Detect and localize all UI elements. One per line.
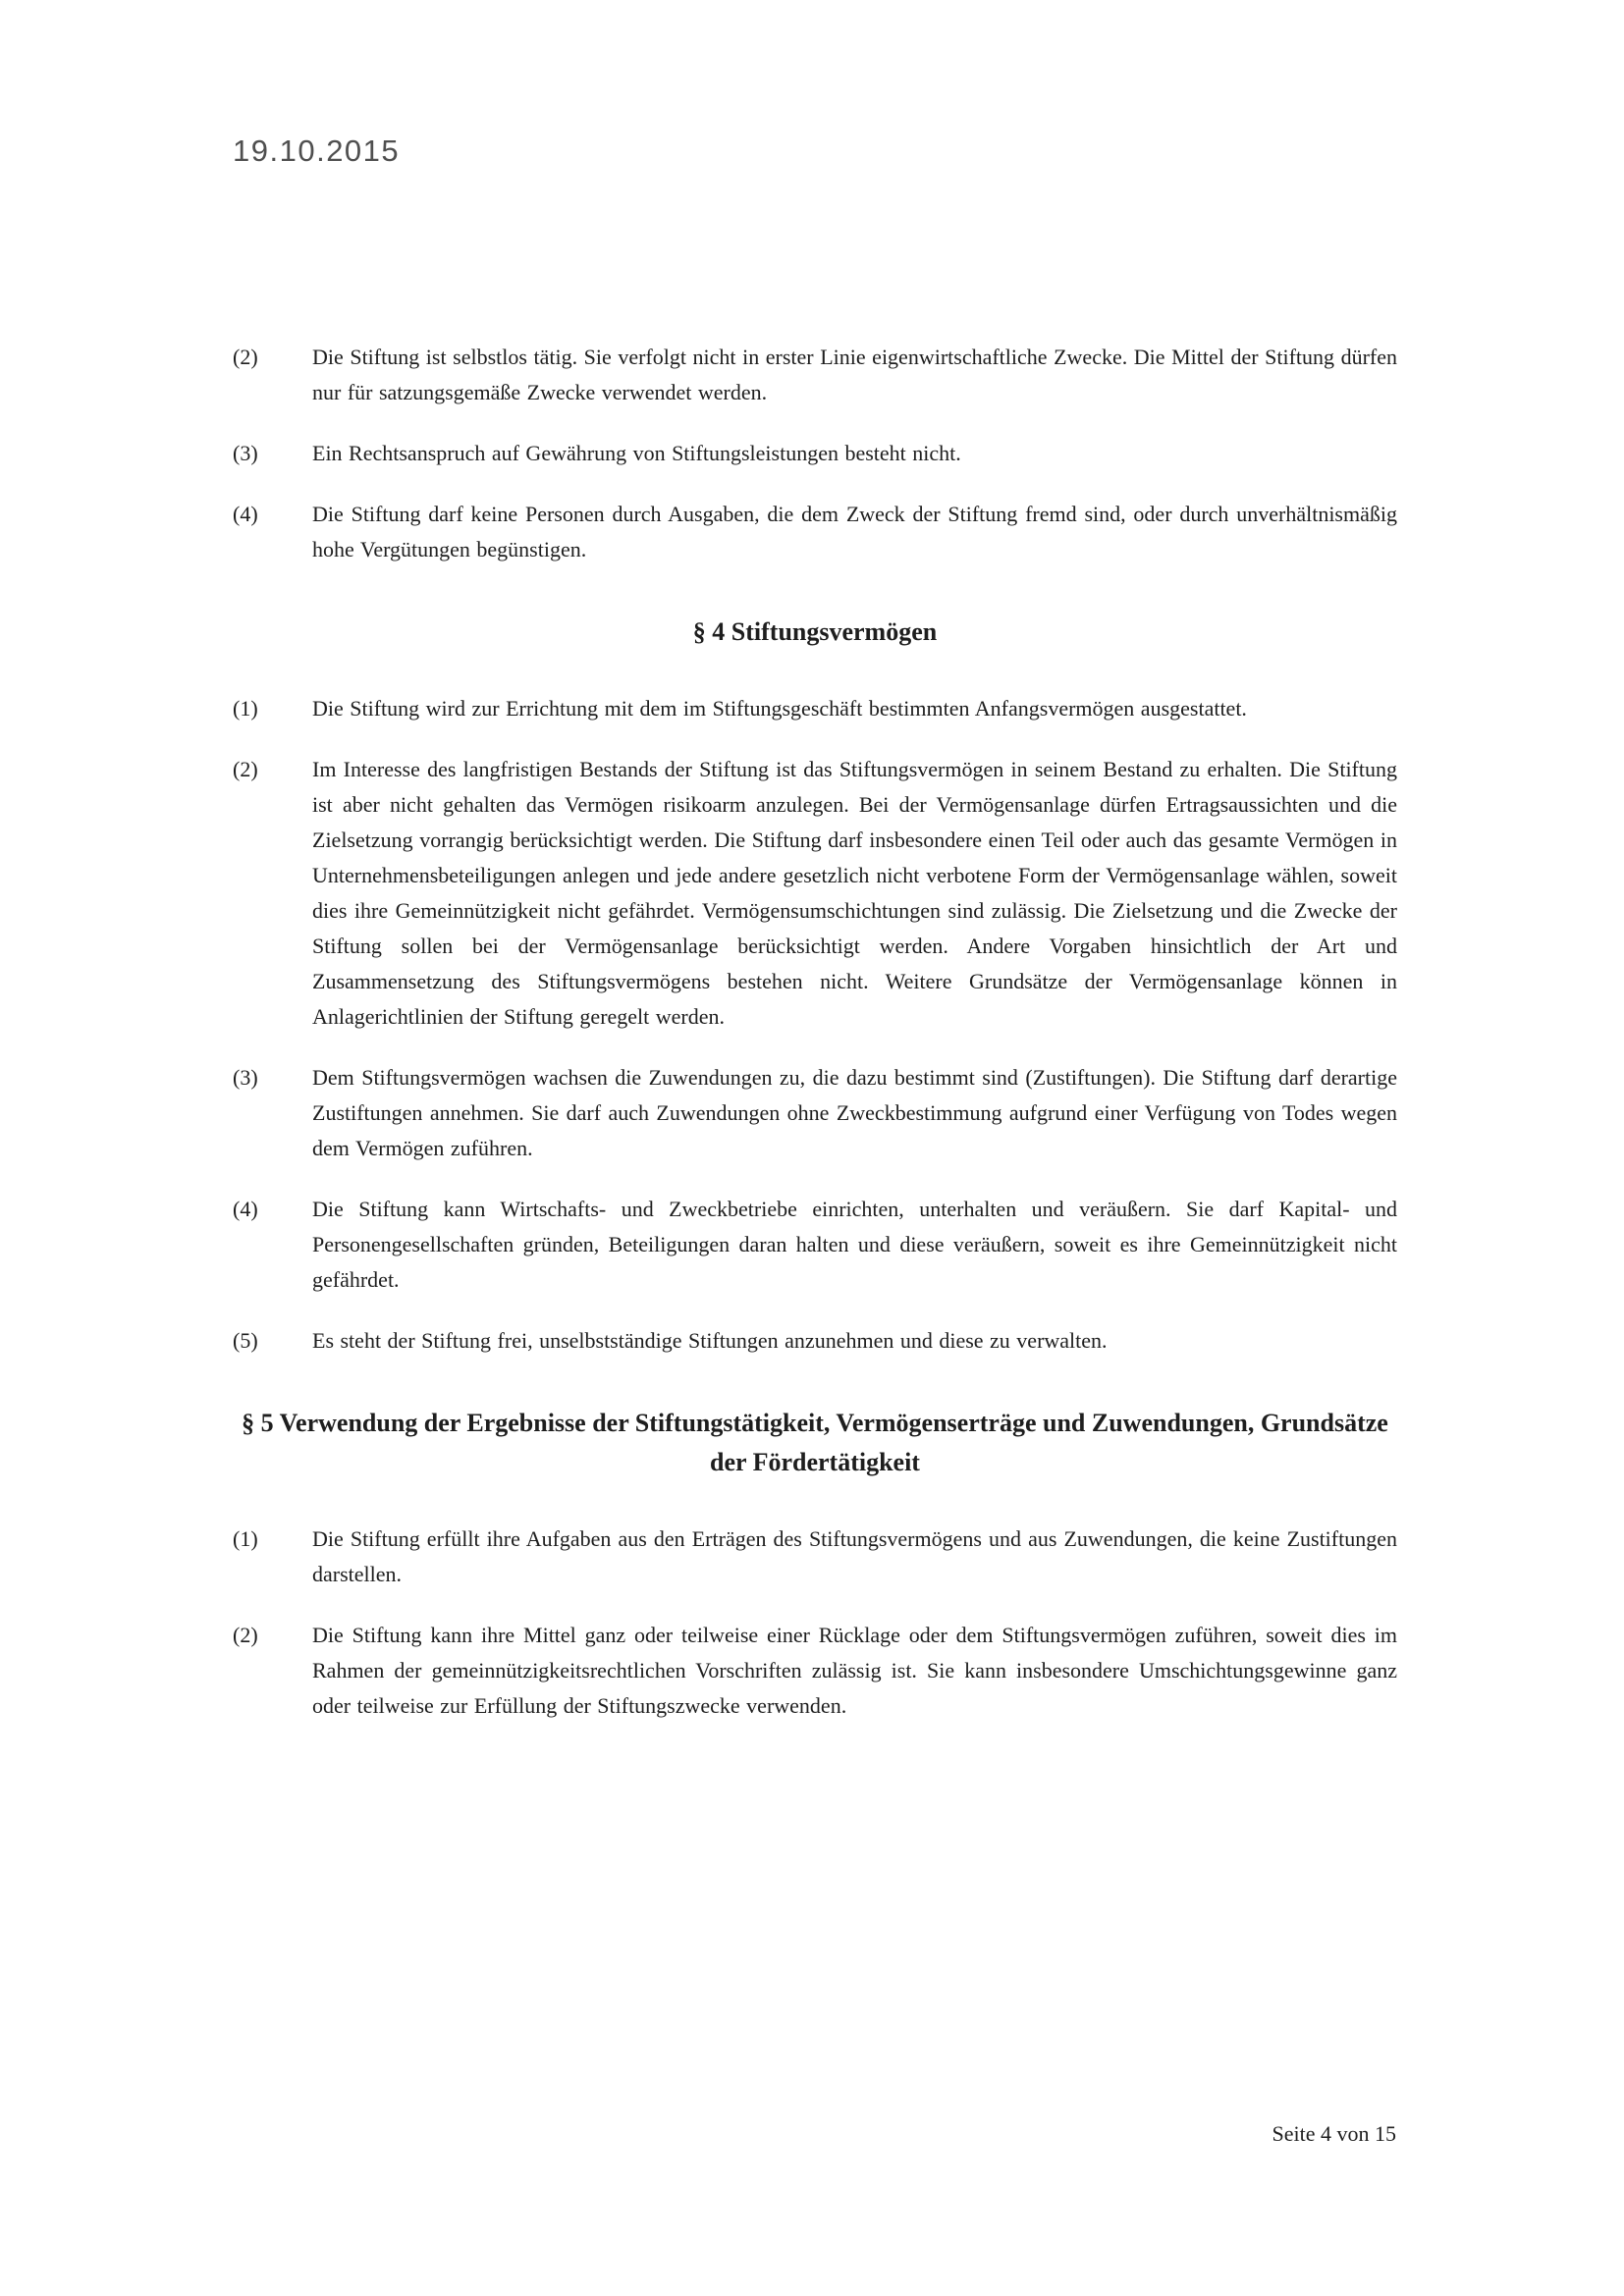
document-content — [233, 340, 1397, 1749]
paragraph-number: (4) — [233, 1197, 258, 1221]
document-date: 19.10.2015 — [233, 133, 401, 168]
paragraph-number: (4) — [233, 502, 258, 526]
paragraph-number: (2) — [233, 345, 258, 369]
paragraph-text: Ein Rechtsanspruch auf Gewährung von Stiftungsleistungen besteht nicht. — [312, 441, 961, 465]
list-item — [233, 691, 1397, 726]
paragraph-text: Die Stiftung erfüllt ihre Aufgaben aus den Erträgen des Stiftungsvermögens und aus Zuwendungen, die keine Zustiftungen darstellen. — [312, 1526, 1397, 1586]
paragraph-number: (3) — [233, 1065, 258, 1090]
paragraph-text: Die Stiftung kann ihre Mittel ganz oder teilweise einer Rücklage oder dem Stiftungsvermögen zuführen, soweit dies im Rahmen der gemeinnützigkeitsrechtlichen Vorschriften zulässig ist. Sie kann insbesondere Umschichtungsgewinne ganz oder teilweise zur Erfüllung der Stiftungszwecke verwenden. — [312, 1623, 1397, 1718]
section-heading: § 4 Stiftungsvermögen — [692, 617, 938, 646]
paragraph-text: Die Stiftung darf keine Personen durch Ausgaben, die dem Zweck der Stiftung fremd sind, oder durch unverhältnismäßig hohe Vergütungen begünstigen. — [312, 502, 1397, 561]
paragraph-text: Die Stiftung wird zur Errichtung mit dem im Stiftungsgeschäft bestimmten Anfangsvermögen ausgestattet. — [312, 696, 1247, 721]
list-item — [233, 1060, 1397, 1166]
paragraph-text: Die Stiftung kann Wirtschafts- und Zweckbetriebe einrichten, unterhalten und veräußern. Sie darf Kapital- und Personengesellschaften gründen, Beteiligungen daran halten und diese veräußern, soweit es ihre Gemeinnützigkeit nicht gefährdet. — [312, 1197, 1397, 1292]
paragraph-number: (1) — [233, 1526, 258, 1551]
paragraph-text: Im Interesse des langfristigen Bestands der Stiftung ist das Stiftungsvermögen in seinem Bestand zu erhalten. Die Stiftung ist aber nicht gehalten das Vermögen risikoarm anzulegen. Bei der Vermögensanlage dürfen Ertragsaussichten und die Zielsetzung vorrangig berücksichtigt werden. Die Stiftung darf insbesondere einen Teil oder auch das gesamte Vermögen in Unternehmensbeteiligungen anlegen und jede andere gesetzlich nicht verbotene Form der Vermögensanlage wählen, soweit dies ihre Gemeinnützigkeit nicht gefährdet. Vermögensumschichtungen sind zulässig. Die Zielsetzung und die Zwecke der Stiftung sollen bei der Vermögensanlage berücksichtigt werden. Andere Vorgaben hinsichtlich der Art und Zusammensetzung des Stiftungsvermögens bestehen nicht. Weitere Grundsätze der Vermögensanlage können in Anlagerichtlinien der Stiftung geregelt werden. — [312, 757, 1397, 1029]
list-item — [233, 1522, 1397, 1592]
paragraph-text: Es steht der Stiftung frei, unselbstständige Stiftungen anzunehmen und diese zu verwalten. — [312, 1328, 1108, 1353]
list-item — [233, 497, 1397, 567]
paragraph-number: (2) — [233, 1623, 258, 1647]
paragraph-number: (3) — [233, 441, 258, 465]
list-item — [233, 340, 1397, 410]
section-heading: § 5 Verwendung der Ergebnisse der Stiftungstätigkeit, Vermögenserträge und Zuwendungen, Grundsätze der Fördertätigkeit — [242, 1409, 1388, 1476]
paragraph-number: (5) — [233, 1328, 258, 1353]
list-item — [233, 436, 1397, 471]
paragraph-number: (1) — [233, 696, 258, 721]
paragraph-text: Die Stiftung ist selbstlos tätig. Sie verfolgt nicht in erster Linie eigenwirtschaftliche Zwecke. Die Mittel der Stiftung dürfen nur für satzungsgemäße Zwecke verwendet werden. — [312, 345, 1397, 404]
list-item — [233, 1323, 1397, 1359]
paragraph-text: Dem Stiftungsvermögen wachsen die Zuwendungen zu, die dazu bestimmt sind (Zustiftungen). Die Stiftung darf derartige Zustiftungen annehmen. Sie darf auch Zuwendungen ohne Zweckbestimmung aufgrund einer Verfügung von Todes wegen dem Vermögen zuführen. — [312, 1065, 1397, 1160]
paragraph-number: (2) — [233, 757, 258, 781]
list-item — [233, 1192, 1397, 1298]
list-item — [233, 752, 1397, 1035]
list-item — [233, 1618, 1397, 1724]
page-number-indicator: Seite 4 von 15 — [1272, 2121, 1396, 2146]
